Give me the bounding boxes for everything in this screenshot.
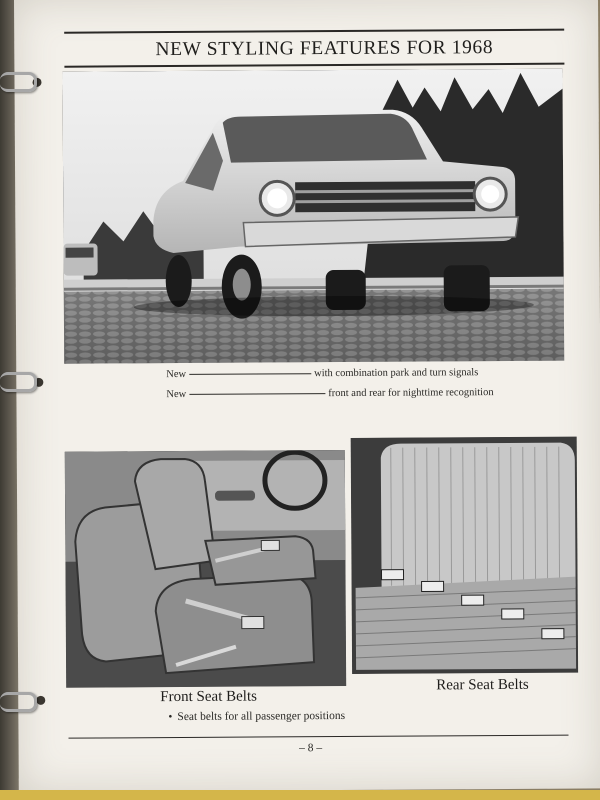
binder-yellow-edge [0,790,600,800]
binder-hole [36,696,45,705]
page-title: NEW STYLING FEATURES FOR 1968 [155,37,494,61]
rear-seat-belts-caption: Rear Seat Belts [436,676,529,694]
fill-line-nighttime [166,387,493,400]
answer-blank[interactable] [189,373,311,375]
fill-line-prefix: New [166,388,187,401]
header-rule-top [64,29,564,34]
binder-ring [0,372,37,392]
rear-seat-illustration [351,437,578,674]
feature-bullet [168,710,345,723]
front-seat-belts-caption: Front Seat Belts [160,688,257,706]
front-seat-belts-photo [65,450,346,688]
binder-ring [0,72,37,92]
fill-line-turn-signals [166,367,478,380]
car-illustration [62,69,564,364]
fill-line-suffix: front and rear for nighttime recognition [328,387,494,400]
hero-car-photo [62,69,564,364]
header-rule-bottom [64,63,564,68]
fill-line-suffix: with combination park and turn signals [314,367,479,380]
fill-line-prefix: New [166,368,187,381]
page-number: – 8 – [299,742,323,755]
answer-blank[interactable] [189,393,325,395]
front-seat-illustration [65,450,346,688]
bullet-icon: • [168,711,173,724]
feature-bullet-text: Seat belts for all passenger positions [177,709,346,724]
manual-page [14,0,600,792]
footer-rule [69,735,569,739]
binder-ring [0,692,37,712]
rear-seat-belts-photo [351,437,578,674]
